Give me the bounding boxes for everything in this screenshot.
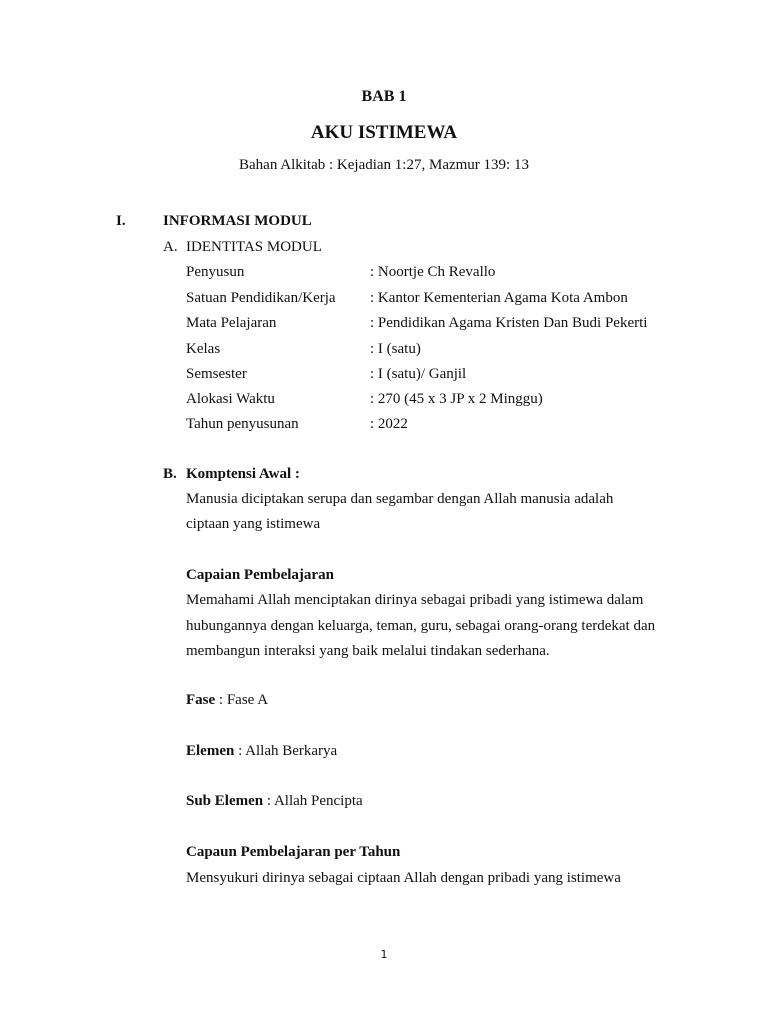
page-number: 1 bbox=[380, 948, 388, 961]
identity-label: Alokasi Waktu bbox=[186, 391, 275, 407]
paragraph-line: hubungannya dengan keluarga, teman, guru, sebagai orang-orang terdekat dan bbox=[186, 618, 656, 634]
paragraph-line: membangun interaksi yang baik melalui tindakan sederhana. bbox=[186, 643, 550, 659]
capaian-tahun-heading: Capaun Pembelajaran per Tahun bbox=[186, 844, 401, 860]
sub-elemen-label: Sub Elemen bbox=[186, 793, 264, 809]
sub-elemen-line bbox=[186, 793, 363, 810]
identity-label: Penyusun bbox=[186, 264, 245, 280]
elemen-value: : Allah Berkarya bbox=[234, 743, 338, 759]
elemen-line bbox=[186, 743, 337, 760]
paragraph-line: Memahami Allah menciptakan dirinya sebagai pribadi yang istimewa dalam bbox=[186, 592, 644, 608]
identity-value: : Kantor Kementerian Agama Kota Ambon bbox=[370, 290, 628, 306]
identity-label: Semsester bbox=[186, 366, 247, 382]
paragraph-line: Mensyukuri dirinya sebagai ciptaan Allah dengan pribadi yang istimewa bbox=[186, 870, 621, 886]
subsection-b-letter: B. bbox=[163, 466, 177, 482]
identity-value: : 2022 bbox=[370, 416, 408, 432]
fase-label: Fase bbox=[186, 692, 216, 708]
paragraph-line: ciptaan yang istimewa bbox=[186, 516, 321, 532]
identity-value: : I (satu)/ Ganjil bbox=[370, 366, 467, 382]
identity-label: Kelas bbox=[186, 341, 221, 357]
document-title: AKU ISTIMEWA bbox=[310, 122, 458, 143]
scripture-reference: Bahan Alkitab : Kejadian 1:27, Mazmur 139: 13 bbox=[239, 157, 529, 173]
sub-elemen-value: : Allah Pencipta bbox=[263, 793, 363, 809]
identity-label: Mata Pelajaran bbox=[186, 315, 277, 331]
identity-value: : 270 (45 x 3 JP x 2 Minggu) bbox=[370, 391, 543, 407]
chapter-heading: BAB 1 bbox=[361, 88, 407, 105]
identity-value: : Noortje Ch Revallo bbox=[370, 264, 496, 280]
identity-label: Satuan Pendidikan/Kerja bbox=[186, 290, 336, 306]
capaian-heading: Capaian Pembelajaran bbox=[186, 567, 334, 583]
identity-value: : Pendidikan Agama Kristen Dan Budi Pekerti bbox=[370, 315, 648, 331]
section-number: I. bbox=[116, 213, 126, 229]
identity-value: : I (satu) bbox=[370, 341, 421, 357]
paragraph-line: Manusia diciptakan serupa dan segambar dengan Allah manusia adalah bbox=[186, 491, 614, 507]
identity-label: Tahun penyusunan bbox=[186, 416, 299, 432]
fase-value: : Fase A bbox=[215, 692, 269, 708]
section-title: INFORMASI MODUL bbox=[163, 213, 312, 229]
fase-line bbox=[186, 692, 268, 709]
subsection-a-title: IDENTITAS MODUL bbox=[186, 239, 322, 255]
subsection-b-title: Komptensi Awal : bbox=[186, 466, 300, 482]
subsection-a-letter: A. bbox=[163, 239, 178, 255]
elemen-label: Elemen bbox=[186, 743, 235, 759]
